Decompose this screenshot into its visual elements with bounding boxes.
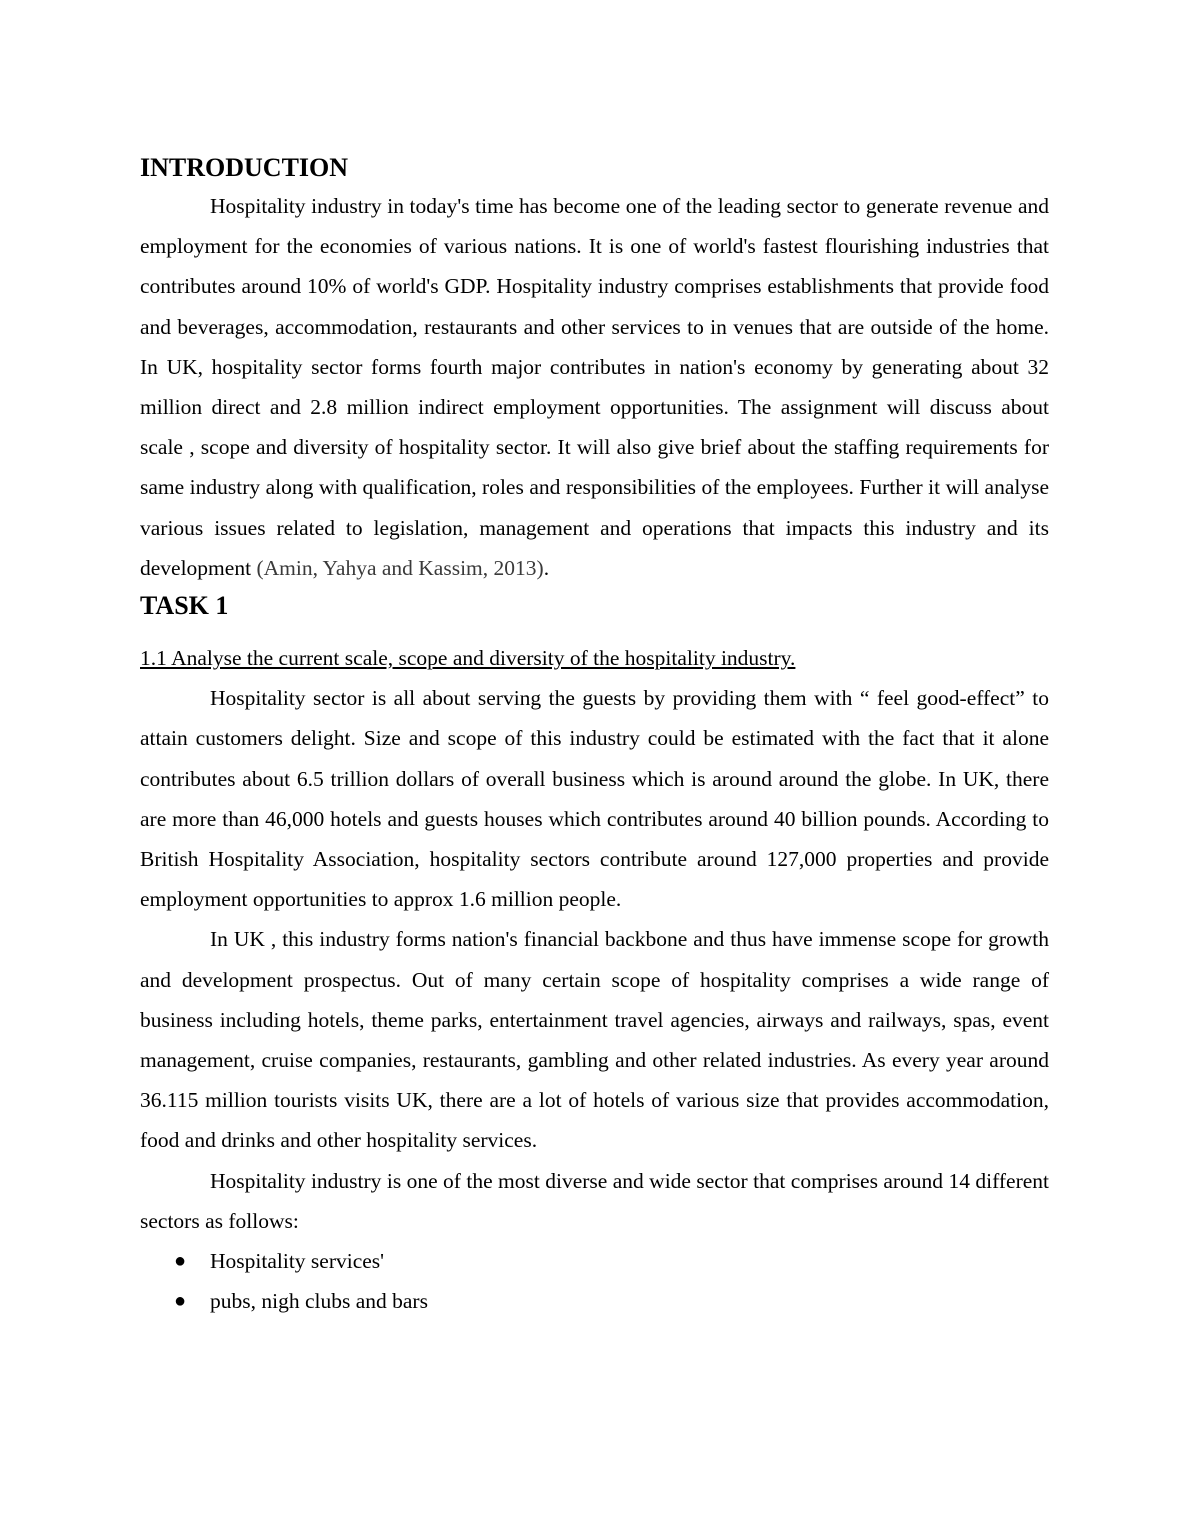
list-item [140,1281,1049,1321]
list-item [140,1241,1049,1281]
introduction-heading: INTRODUCTION [140,153,349,182]
subsection-heading: 1.1 Analyse the current scale, scope and diversity of the hospitality industry. [140,646,796,671]
citation: (Amin, Yahya and Kassim, 2013) [256,555,544,580]
list-item-text: pubs, nigh clubs and bars [210,1289,428,1314]
citation-period: . [543,555,550,580]
document-page [140,150,1049,1321]
list-item-text: Hospitality services' [210,1249,385,1274]
sector-list [140,1241,1049,1321]
scope-paragraph: In UK , this industry forms nation's financial backbone and thus have immense scope for growth and development prospectus. Out of many certain scope of hospitality comprises a wide range of business including hotels, theme parks, entertainment travel agencies, airways and railways, spas, event management, cruise companies, restaurants, gambling and other related industries. As every year around 36.115 million tourists visits UK, there are a lot of hotels of various size that provides accommodation, food and drinks and other hospitality services. [140,927,1049,1153]
task1-heading: TASK 1 [140,591,229,621]
diversity-paragraph: Hospitality industry is one of the most diverse and wide sector that comprises around 14 different sectors as follows: [140,1168,1049,1233]
scale-paragraph: Hospitality sector is all about serving the guests by providing them with “ feel good-effect” to attain customers delight. Size and scope of this industry could be estimated with the fact that it alone contributes about 6.5 trillion dollars of overall business which is around around the globe. In UK, there are more than 46,000 hotels and guests houses which contributes around 40 billion pounds. According to British Hospitality Association, hospitality sectors contribute around 127,000 properties and provide employment opportunities to approx 1.6 million people. [140,686,1049,912]
bullet-icon: ● [174,1250,187,1273]
introduction-paragraph [140,186,1049,588]
introduction-text: Hospitality industry in today's time has become one of the leading sector to generate revenue and employment for the economies of various nations. It is one of world's fastest flourishing industries that contributes around 10% of world's GDP. Hospitality industry comprises establishments that provide food and beverages, accommodation, restaurants and other services to in venues that are outside of the home. In UK, hospitality sector forms fourth major contributes in nation's economy by generating about 32 million direct and 2.8 million indirect employment opportunities. The assignment will discuss about scale , scope and diversity of hospitality sector. It will also give brief about the staffing requirements for same industry along with qualification, roles and responsibilities of the employees. Further it will analyse various issues related to legislation, management and operations that impacts this industry and its development [140,194,1049,580]
bullet-icon: ● [174,1290,187,1313]
